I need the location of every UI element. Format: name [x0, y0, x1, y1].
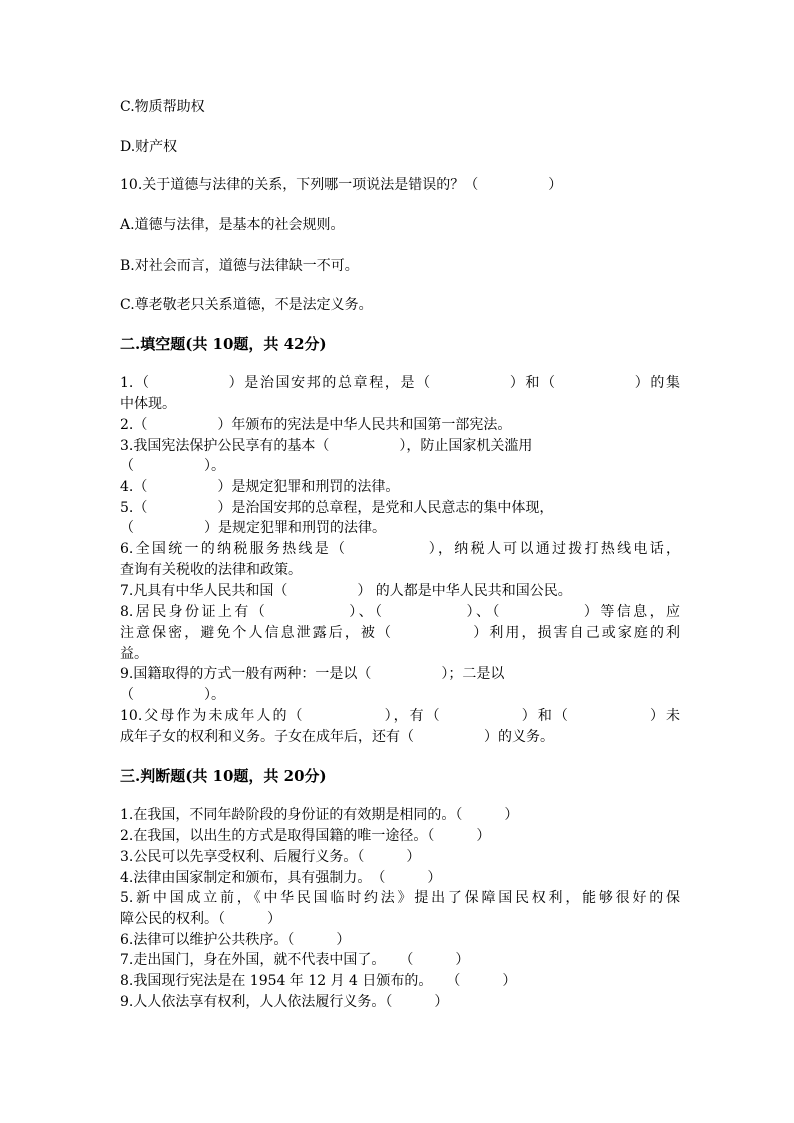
section-judge-heading: 三.判断题(共 10题，共 20分) — [120, 767, 327, 785]
fill-line: 注意保密，避免个人信息泄露后，被（ ）利用，损害自己或家庭的利 — [120, 625, 680, 641]
judge-line: 5.新中国成立前，《中华民国临时约法》提出了保障国民权利，能够很好的保 — [120, 890, 680, 906]
fill-line: 查询有关税收的法律和政策。 — [120, 562, 302, 578]
fill-line: 3.我国宪法保护公民享有的基本（ ），防止国家机关滥用 — [120, 438, 533, 454]
judge-line: 8.我国现行宪法是在 1954 年 12 月 4 日颁布的。 （ ） — [120, 973, 517, 989]
judge-line: 3.公民可以先享受权利、后履行义务。（ ） — [120, 849, 421, 865]
judge-line: 4.法律由国家制定和颁布，具有强制力。 （ ） — [120, 870, 442, 886]
judge-line: 障公民的权利。（ ） — [120, 911, 281, 927]
q10-stem: 10.关于道德与法律的关系，下列哪一项说法是错误的？（ ） — [120, 177, 563, 193]
fill-line: 5.（ ）是治国安邦的总章程，是党和人民意志的集中体现， — [120, 500, 554, 516]
fill-line: （ ）是规定犯罪和刑罚的法律。 — [120, 520, 386, 536]
judge-line: 2.在我国，以出生的方式是取得国籍的唯一途径。（ ） — [120, 828, 491, 844]
fill-line: 益。 — [120, 646, 148, 662]
fill-line: 7.凡具有中华人民共和国（ ） 的人都是中华人民共和国公民。 — [120, 583, 572, 599]
q10-option-a: A.道德与法律，是基本的社会规则。 — [120, 217, 345, 233]
fill-line: 8.居民身份证上有（ ）、（ ）、（ ）等信息，应 — [120, 604, 680, 620]
fill-line: 成年子女的权利和义务。子女在成年后，还有（ ）的义务。 — [120, 729, 554, 745]
fill-line: 6.全国统一的纳税服务热线是（ ），纳税人可以通过拨打热线电话， — [120, 541, 680, 557]
fill-line: 1.（ ）是治国安邦的总章程，是（ ）和（ ）的集 — [120, 375, 680, 391]
fill-line: 4.（ ）是规定犯罪和刑罚的法律。 — [120, 479, 400, 495]
fill-line: 2.（ ）年颁布的宪法是中华人民共和国第一部宪法。 — [120, 417, 512, 433]
mc-option-c: C.物质帮助权 — [120, 99, 205, 115]
section-fill-heading: 二.填空题(共 10题，共 42分) — [120, 335, 327, 353]
q10-option-c: C.尊老敬老只关系道德，不是法定义务。 — [120, 297, 373, 313]
fill-line: 9.国籍取得的方式一般有两种：一是以（ ）；二是以 — [120, 666, 505, 682]
mc-option-d: D.财产权 — [120, 139, 178, 155]
fill-line: 10.父母作为未成年人的（ ），有（ ）和（ ）未 — [120, 708, 680, 724]
judge-line: 7.走出国门，身在外国，就不代表中国了。 （ ） — [120, 952, 470, 968]
judge-line: 6.法律可以维护公共秩序。（ ） — [120, 932, 351, 948]
q10-option-b: B.对社会而言，道德与法律缺一不可。 — [120, 258, 359, 274]
judge-line: 9.人人依法享有权利，人人依法履行义务。（ ） — [120, 994, 449, 1010]
fill-line: 中体现。 — [120, 396, 176, 412]
judge-line: 1.在我国，不同年龄阶段的身份证的有效期是相同的。（ ） — [120, 807, 519, 823]
fill-line: （ ）。 — [120, 458, 225, 474]
fill-line: （ ）。 — [120, 687, 225, 703]
